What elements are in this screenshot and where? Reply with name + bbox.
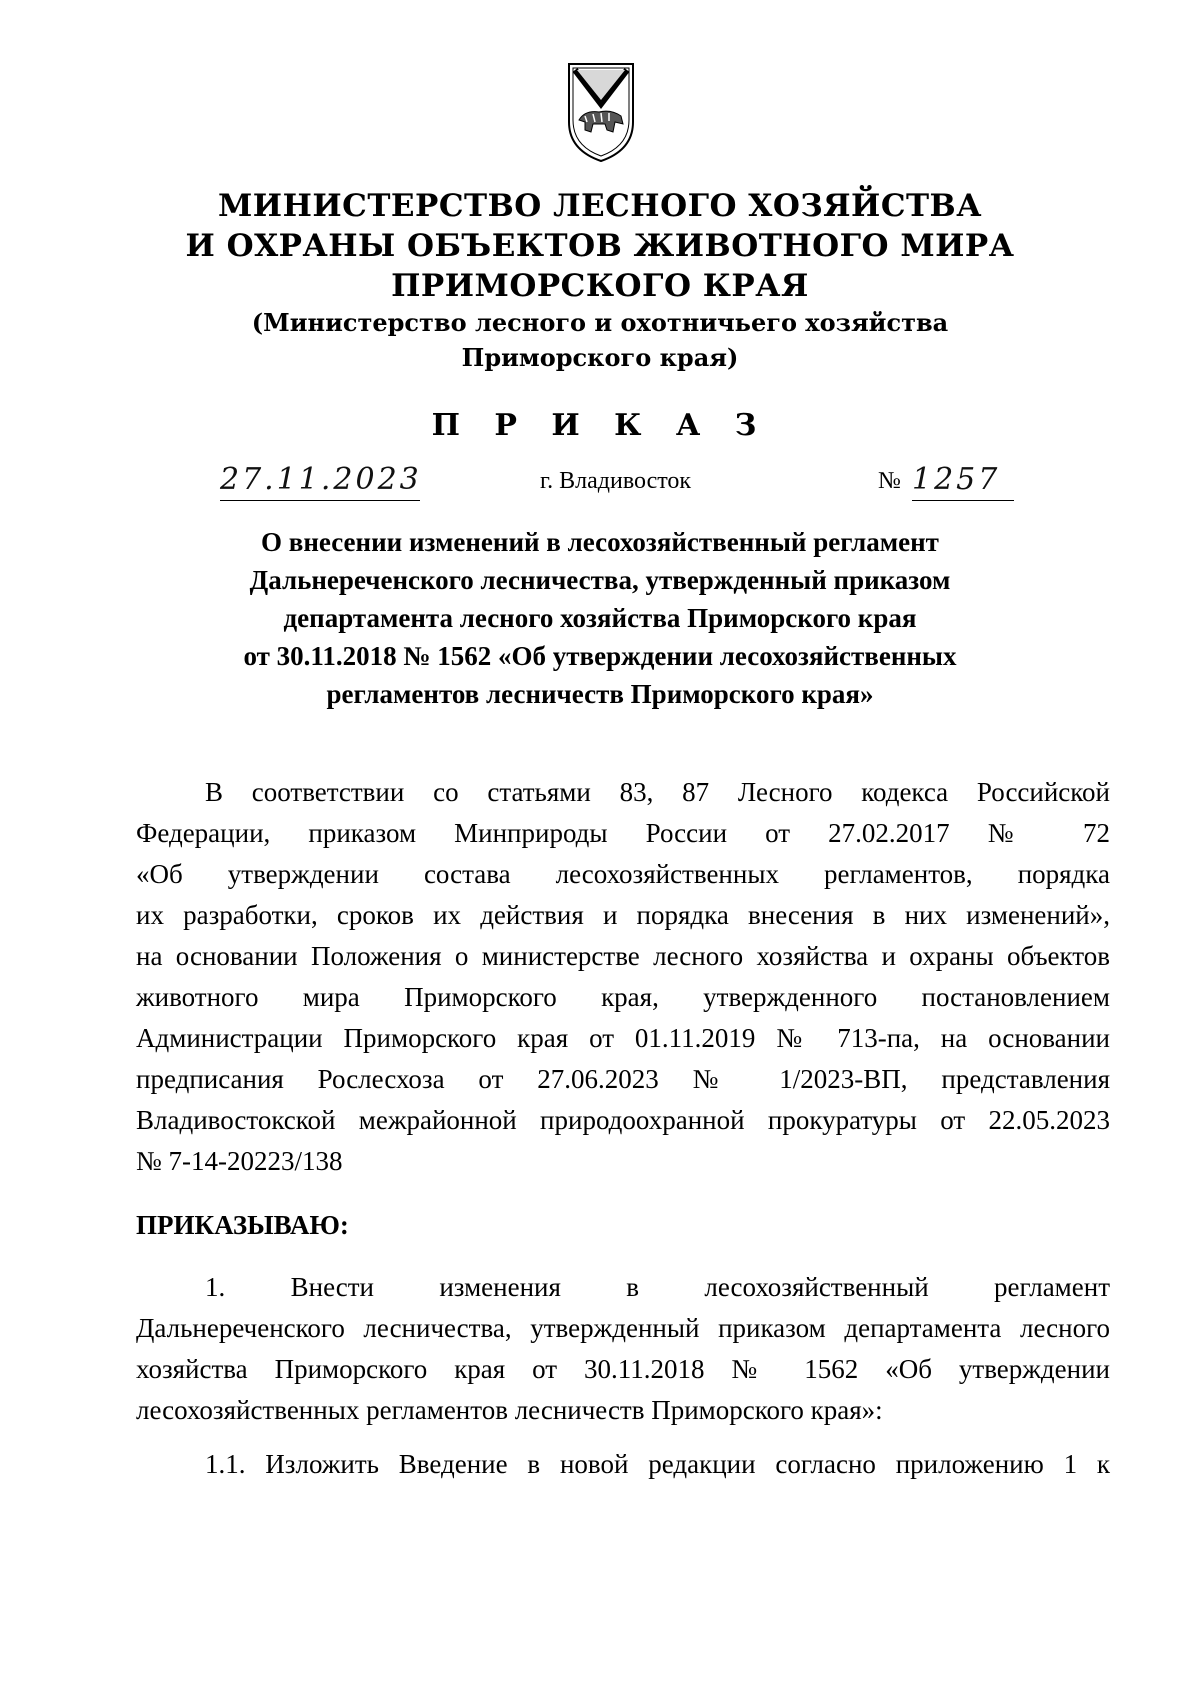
item-1-line-4: лесохозяйственных регламентов лесничеств Приморского края»: [136, 1395, 883, 1425]
number-underline [912, 500, 1014, 501]
ministry-name-line-2: И ОХРАНЫ ОБЪЕКТОВ ЖИВОТНОГО МИРА [185, 228, 1015, 264]
title-line-5: регламентов лесничеств Приморского края» [326, 679, 874, 709]
preamble-line-4: их разработки, сроков их действия и порядка внесения в них изменений», [136, 900, 1110, 930]
item-1-line-3: хозяйства Приморского края от 30.11.2018 № 1562 «Об утверждении [136, 1354, 1110, 1384]
item-1-line-2: Дальнереченского лесничества, утвержденный приказом департамента лесного [136, 1313, 1110, 1343]
preamble-line-3: «Об утверждении состава лесохозяйственных регламентов, порядка [136, 859, 1110, 889]
handwritten-number: 1257 [912, 462, 1001, 497]
title-line-3: департамента лесного хозяйства Приморского края [283, 603, 917, 633]
ministry-short-name-line-2: Приморского края) [461, 343, 739, 372]
coat-of-arms-icon [565, 60, 637, 165]
preamble-line-2: Федерации, приказом Минприроды России от 27.02.2017 № 72 [136, 818, 1110, 848]
item-1-1-line-1: 1.1. Изложить Введение в новой редакции согласно приложению 1 к [205, 1449, 1110, 1479]
title-line-4: от 30.11.2018 № 1562 «Об утверждении лесохозяйственных [243, 641, 957, 671]
title-line-2: Дальнереченского лесничества, утвержденный приказом [249, 565, 951, 595]
preamble-line-9: Владивостокской межрайонной природоохранной прокуратуры от 22.05.2023 [136, 1105, 1110, 1135]
city: г. Владивосток [540, 468, 692, 494]
preamble-line-5: на основании Положения о министерстве лесного хозяйства и охраны объектов [136, 941, 1110, 971]
ministry-short-name-line-1: (Министерство лесного и охотничьего хозяйства [251, 308, 949, 337]
preamble-line-1: В соответствии со статьями 83, 87 Лесного кодекса Российской [205, 777, 1110, 807]
number-sign: № [878, 468, 901, 494]
date-underline [220, 500, 420, 501]
item-1-line-1: 1. Внести изменения в лесохозяйственный регламент [205, 1272, 1110, 1302]
order-word: ПРИКАЗЫВАЮ: [136, 1210, 349, 1240]
preamble-line-7: Администрации Приморского края от 01.11.2019 № 713-па, на основании [136, 1023, 1110, 1053]
preamble-line-10: № 7-14-20223/138 [136, 1146, 343, 1176]
handwritten-date: 27.11.2023 [220, 462, 422, 497]
preamble-line-8: предписания Рослесхоза от 27.06.2023 № 1/2023-ВП, представления [136, 1064, 1110, 1094]
ministry-name-line-3: ПРИМОРСКОГО КРАЯ [391, 268, 809, 304]
title-line-1: О внесении изменений в лесохозяйственный регламент [261, 527, 939, 557]
document-type: П Р И К А З [431, 408, 769, 443]
ministry-name-line-1: МИНИСТЕРСТВО ЛЕСНОГО ХОЗЯЙСТВА [217, 188, 983, 224]
preamble-line-6: животного мира Приморского края, утвержденного постановлением [136, 982, 1110, 1012]
